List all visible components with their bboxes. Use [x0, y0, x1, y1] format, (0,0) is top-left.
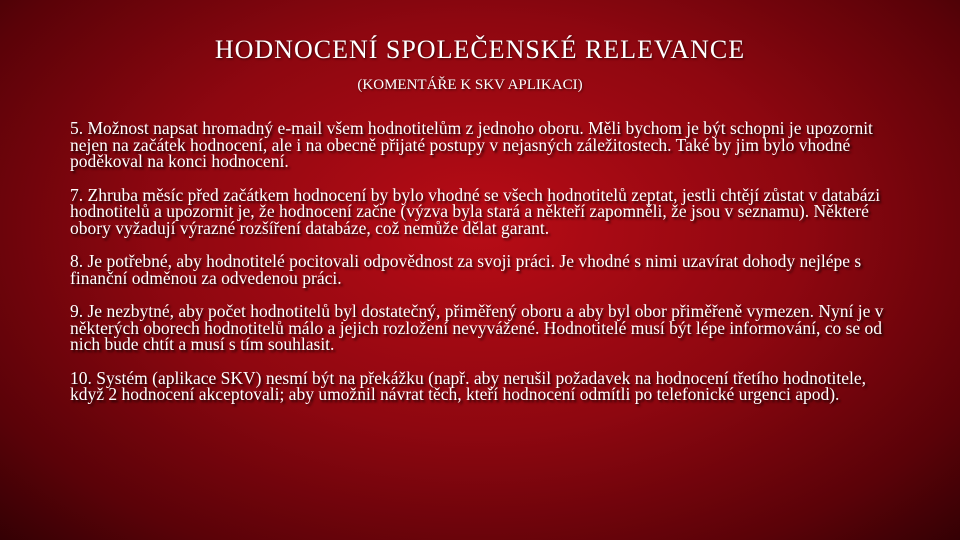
slide-title: HODNOCENÍ SPOLEČENSKÉ RELEVANCE	[214, 35, 746, 64]
slide-body	[70, 120, 895, 420]
paragraph-item-7: 7. Zhruba měsíc před začátkem hodnocení by bylo vhodné se všech hodnotitelů zeptat, jestli chtějí zůstat v databázi hodnotitelů a upozornit je, že hodnocení začne (výzva byla stará a někteří zapomněli, že jsou v seznamu). Některé obory vyžadují výrazné rozšíření databáze, což nemůže dělat garant.	[70, 184, 881, 238]
paragraph-item-5: 5. Možnost napsat hromadný e-mail všem hodnotitelům z jednoho oboru. Měli bychom je být schopni je upozornit nejen na začátek hodnocení, ale i na obecně přijaté postupy v nejasných záležitostech. Také by jim bylo vhodné poděkoval na konci hodnocení.	[70, 118, 873, 171]
slide-subtitle: (KOMENTÁŘE K SKV APLIKACI)	[357, 77, 583, 93]
paragraph-item-10: 10. Systém (aplikace SKV) nesmí být na překážku (např. aby nerušil požadavek na hodnocení třetího hodnotitele, když 2 hodnocení akceptovali; aby umožnil návrat těch, kteří hodnocení odmítli po telefonické urgenci apod).	[70, 367, 867, 404]
paragraph-item-8: 8. Je potřebné, aby hodnotitelé pocitovali odpovědnost za svoji práci. Je vhodné s nimi uzavírat dohody nejlépe s finanční odměnou za odvedenou práci.	[70, 251, 862, 288]
paragraph-item-9: 9. Je nezbytné, aby počet hodnotitelů byl dostatečný, přiměřený oboru a aby byl obor přiměřeně vymezen. Nyní je v některých oborech hodnotitelů málo a jejich rozložení nevyvážené. Hodnotitelé musí být lépe informování, co se od nich bude chtít a musí s tím souhlasit.	[70, 301, 884, 354]
